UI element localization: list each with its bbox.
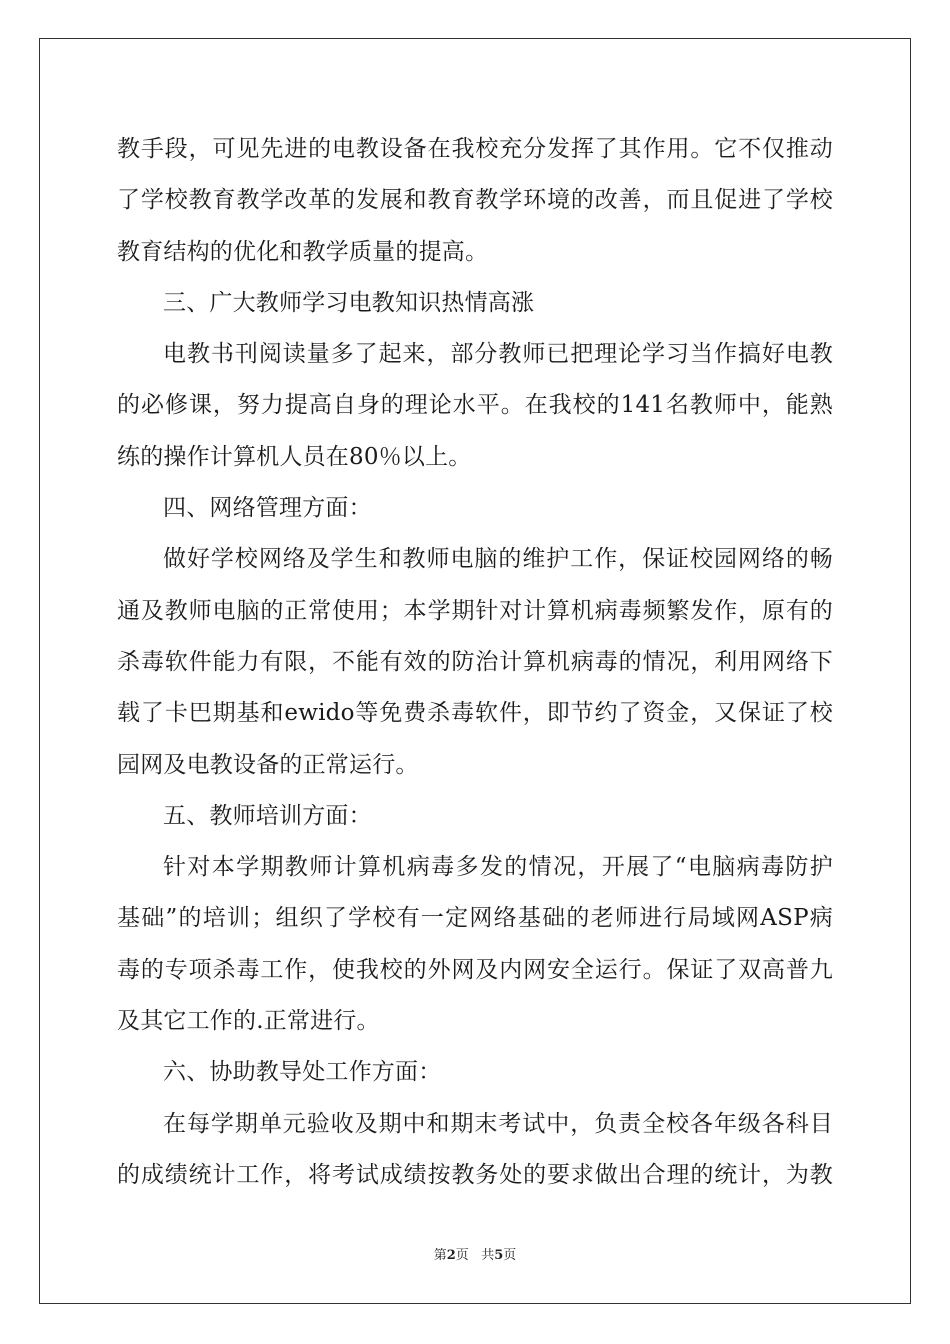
text-line: 杀毒软件能力有限，不能有效的防治计算机病毒的情况，利用网络下 [117,648,833,675]
text-line: 园网及电教设备的正常运行。 [117,751,419,778]
footer-total-pages: 5 [494,1248,504,1263]
text-line: 的成绩统计工作，将考试成绩按教务处的要求做出合理的统计，为教 [117,1161,833,1188]
footer-total-prefix: 共 [481,1248,495,1263]
document-body [117,124,833,1201]
text-line: 教育结构的优化和教学质量的提高。 [117,238,489,265]
text-line: 的必修课，努力提高自身的理论水平。在我校的141名教师中，能熟 [117,392,833,419]
text-line: 练的操作计算机人员在80％以上。 [117,443,472,470]
footer-page-number: 2 [446,1248,456,1263]
text-line: 及其它工作的.正常进行。 [117,1008,380,1035]
footer-page-suffix: 页 [455,1248,469,1263]
page-footer [0,1244,950,1263]
text-line: 四、网络管理方面： [163,495,372,522]
text-line: 三、广大教师学习电教知识热情高涨 [163,289,535,316]
text-line: 教手段，可见先进的电教设备在我校充分发挥了其作用。它不仅推动 [117,136,833,162]
text-line: 在每学期单元验收及期中和期末考试中，负责全校各年级各科目 [163,1110,833,1137]
footer-page-prefix: 第 [433,1248,447,1263]
text-line: 了学校教育教学改革的发展和教育教学环境的改善，而且促进了学校 [117,187,833,214]
text-line: 六、协助教导处工作方面： [163,1059,442,1086]
text-line: 载了卡巴期基和ewido等免费杀毒软件，即节约了资金，又保证了校 [117,700,833,727]
text-line: 五、教师培训方面： [163,802,372,829]
footer-total-suffix: 页 [503,1248,517,1263]
text-line: 做好学校网络及学生和教师电脑的维护工作，保证校园网络的畅 [163,546,833,573]
text-line: 通及教师电脑的正常使用；本学期针对计算机病毒频繁发作，原有的 [117,597,833,624]
text-line: 针对本学期教师计算机病毒多发的情况，开展了“电脑病毒防护 [163,854,833,881]
text-line: 基础”的培训；组织了学校有一定网络基础的老师进行局域网ASP病 [117,905,833,932]
text-line: 电教书刊阅读量多了起来，部分教师已把理论学习当作搞好电教 [163,341,833,368]
text-line: 毒的专项杀毒工作，使我校的外网及内网安全运行。保证了双高普九 [117,956,833,983]
